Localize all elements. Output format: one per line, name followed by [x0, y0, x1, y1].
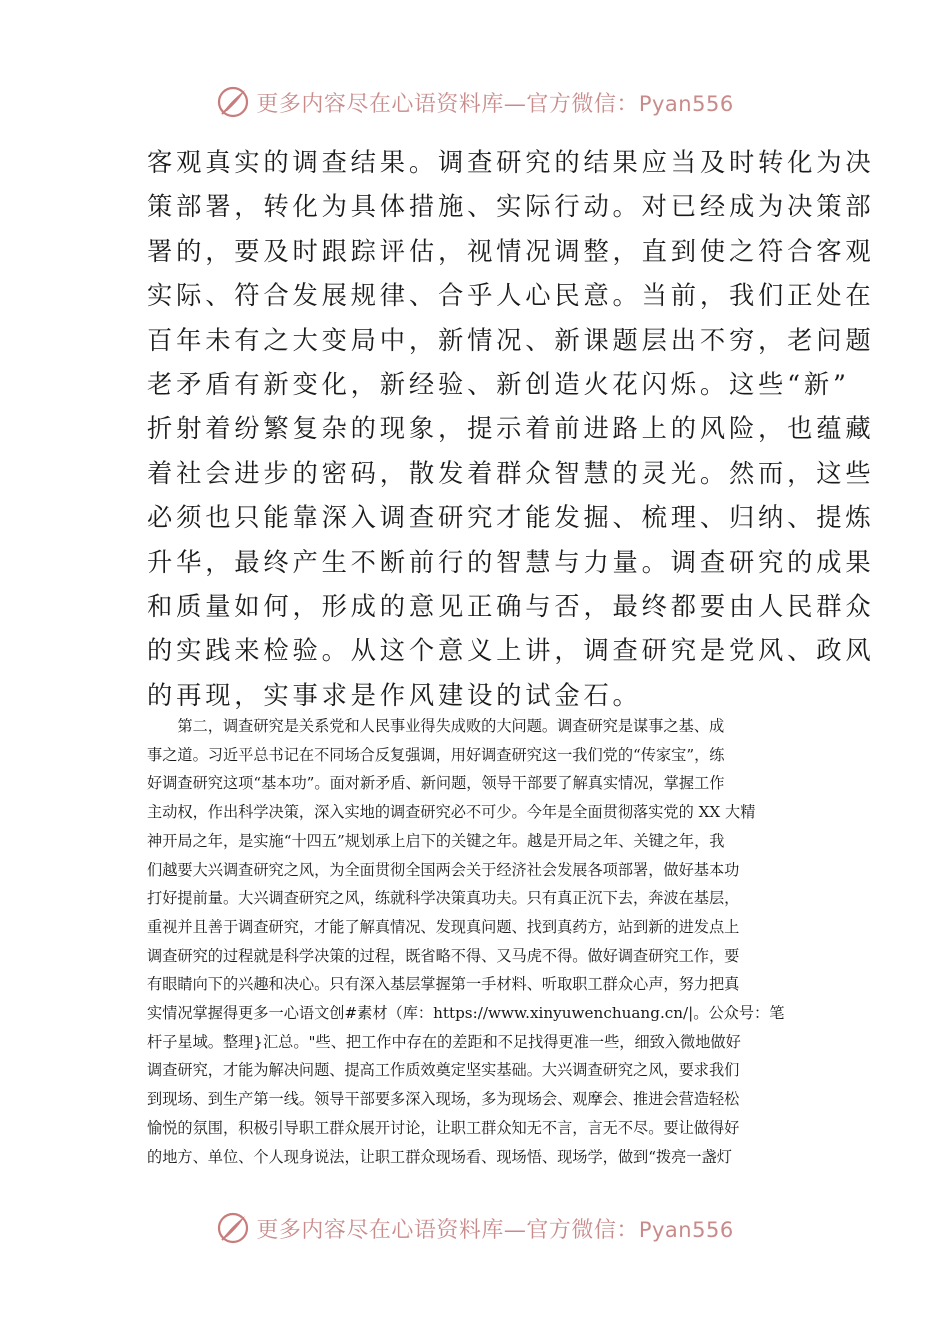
text-line: 第二，调查研究是关系党和人民事业得失成败的大问题。调查研究是谋事之基、成 — [147, 717, 725, 735]
text-line: 策部署，转化为具体措施、实际行动。对已经成为决策部 — [147, 192, 875, 222]
text-line: 的实践来检验。从这个意义上讲，调查研究是党风、政风 — [147, 636, 875, 666]
text-line: 有眼睛向下的兴趣和决心。只有深入基层掌握第一手材料、听取职工群众心声，努力把真 — [147, 975, 740, 994]
text-line: 杆子星域。整理}汇总。"些、把工作中存在的差距和不足找得更准一些，细致入微地做好 — [147, 1032, 741, 1051]
banner-label: 更多内容尽在心语资料库—官方微信： — [256, 1217, 639, 1243]
text-line: 到现场、到生产第一线。领导干部要多深入现场，多为现场会、观摩会、推进会营造轻松 — [147, 1090, 740, 1109]
text-line: 们越要大兴调查研究之风，为全面贯彻全国两会关于经济社会发展各项部署，做好基本功 — [147, 860, 740, 879]
body-paragraph-large — [147, 141, 875, 718]
banner-text — [256, 87, 733, 118]
wechat-id: Pyan556 — [638, 1217, 734, 1242]
text-line: 客观真实的调查结果。调查研究的结果应当及时转化为决 — [147, 148, 875, 177]
wechat-id: Pyan556 — [638, 91, 734, 116]
text-line: 和质量如何，形成的意见正确与否，最终都要由人民群众 — [147, 592, 875, 622]
text-line: 主动权，作出科学决策，深入实地的调查研究必不可少。今年是全面贯彻落实党的 XX 大精 — [147, 803, 756, 822]
text-line: 实际、符合发展规律、合乎人心民意。当前，我们正处在 — [147, 281, 875, 311]
text-line: 重视并且善于调查研究，才能了解真情况、发现真问题、找到真药方，站到新的进发点上 — [147, 917, 740, 936]
text-line: 折射着纷繁复杂的现象，提示着前进路上的风险，也蕴藏 — [147, 414, 875, 444]
text-line: 神开局之年，是实施“十四五”规划承上启下的关键之年。越是开局之年、关键之年，我 — [147, 831, 725, 850]
banner-label: 更多内容尽在心语资料库—官方微信： — [256, 91, 639, 117]
text-line: 署的，要及时跟踪评估，视情况调整，直到使之符合客观 — [147, 236, 875, 266]
text-line: 愉悦的氛围，积极引导职工群众展开讨论，让职工群众知无不言，言无不尽。要让做得好 — [147, 1118, 740, 1137]
text-line: 实情况掌握得更多一心语文创#素材（库：https://www.xinyuwenchuang.cn/|。公众号：笔 — [147, 1004, 785, 1023]
footer-banner — [0, 1208, 950, 1248]
text-line: 老矛盾有新变化，新经验、新创造火花闪烁。这些“新” — [147, 370, 850, 400]
text-line: 调查研究的过程就是科学决策的过程，既省略不得、又马虎不得。做好调查研究工作，要 — [147, 946, 740, 965]
text-line: 的再现，实事求是作风建设的试金石。 — [147, 680, 642, 710]
quill-logo-icon — [216, 85, 250, 119]
text-line: 升华，最终产生不断前行的智慧与力量。调查研究的成果 — [147, 547, 875, 577]
text-line: 必须也只能靠深入调查研究才能发掘、梳理、归纳、提炼 — [147, 503, 875, 533]
text-line: 调查研究，才能为解决问题、提高工作质效奠定坚实基础。大兴调查研究之风，要求我们 — [147, 1061, 740, 1080]
text-line: 事之道。习近平总书记在不同场合反复强调，用好调查研究这一我们党的“传家宝”，练 — [147, 745, 725, 764]
text-line: 打好提前量。大兴调查研究之风，练就科学决策真功夫。只有真正沉下去，奔波在基层， — [147, 889, 740, 908]
header-banner — [0, 82, 950, 122]
text-line: 的地方、单位、个人现身说法，让职工群众现场看、现场悟、现场学，做到“拨亮一盏灯 — [147, 1147, 732, 1166]
quill-logo-icon — [216, 1211, 250, 1245]
text-line: 着社会进步的密码，散发着群众智慧的灵光。然而，这些 — [147, 458, 875, 488]
banner-text — [256, 1213, 733, 1244]
body-paragraph-small — [147, 712, 807, 1171]
text-line: 百年未有之大变局中，新情况、新课题层出不穷，老问题 — [147, 325, 875, 355]
text-line: 好调查研究这项“基本功”。面对新矛盾、新问题，领导干部要了解真实情况，掌握工作 — [147, 774, 725, 793]
